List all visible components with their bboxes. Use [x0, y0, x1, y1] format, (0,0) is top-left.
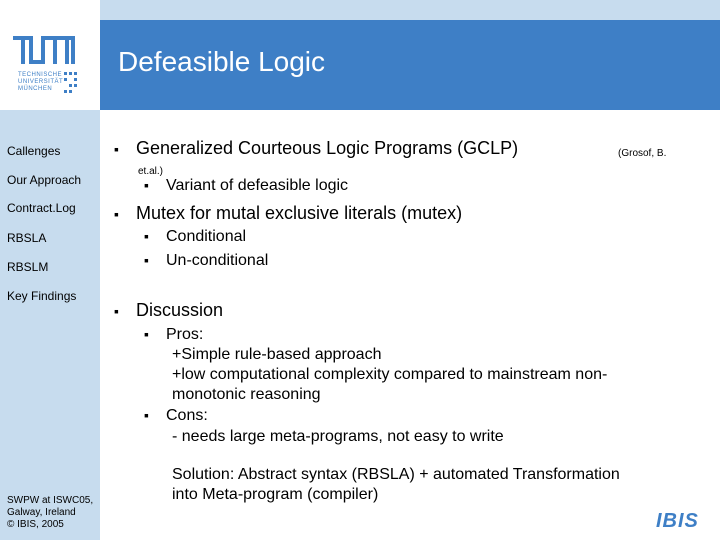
sidebar [0, 110, 100, 540]
slide-content [100, 110, 720, 540]
bullet-gclp: ▪ Generalized Courteous Logic Programs (GCLP) [114, 138, 518, 159]
tum-logo-icon [13, 36, 75, 64]
logo-grid-icon [64, 72, 78, 94]
bullet-discussion: ▪ Discussion [114, 300, 223, 321]
bullet-unconditional: ▪ Un-conditional [144, 252, 268, 270]
title-top-strip [100, 0, 720, 20]
gclp-reference-cont: et.al.) [138, 166, 164, 177]
logo-text: TECHNISCHE UNIVERSITÄT MÜNCHEN [18, 72, 64, 92]
university-logo [0, 0, 100, 110]
sidebar-item-our-approach[interactable]: Our Approach [7, 173, 82, 187]
bullet-mutex: ▪ Mutex for mutal exclusive literals (mutex) [114, 203, 462, 224]
cons-line-1: - needs large meta-programs, not easy to write [172, 428, 504, 445]
sidebar-item-rbsla[interactable]: RBSLA [7, 231, 47, 245]
solution-line-1: Solution: Abstract syntax (RBSLA) + automated Transformation [172, 466, 620, 483]
sidebar-item-challenges[interactable]: Callenges [7, 144, 61, 158]
pros-line-3: monotonic reasoning [172, 386, 321, 403]
sidebar-item-key-findings[interactable]: Key Findings [7, 289, 77, 303]
sidebar-item-contract-log[interactable]: Contract.Log [7, 201, 76, 215]
pros-line-1: +Simple rule-based approach [172, 346, 382, 363]
gclp-reference: (Grosof, B. [618, 148, 667, 159]
bullet-cons: ▪ Cons: [144, 407, 208, 425]
bullet-variant: ▪ Variant of defeasible logic [144, 177, 348, 195]
solution-line-2: into Meta-program (compiler) [172, 486, 379, 503]
sidebar-item-rbslm[interactable]: RBSLM [7, 260, 49, 274]
footer-text: SWPW at ISWC05, Galway, Ireland © IBIS, 2005 [7, 495, 94, 530]
ibis-logo: IBIS [656, 510, 699, 532]
bullet-conditional: ▪ Conditional [144, 228, 246, 246]
bullet-pros: ▪ Pros: [144, 326, 203, 344]
title-bar [100, 0, 720, 110]
pros-line-2: +low computational complexity compared to mainstream non- [172, 366, 608, 383]
slide-title: Defeasible Logic [118, 46, 326, 77]
